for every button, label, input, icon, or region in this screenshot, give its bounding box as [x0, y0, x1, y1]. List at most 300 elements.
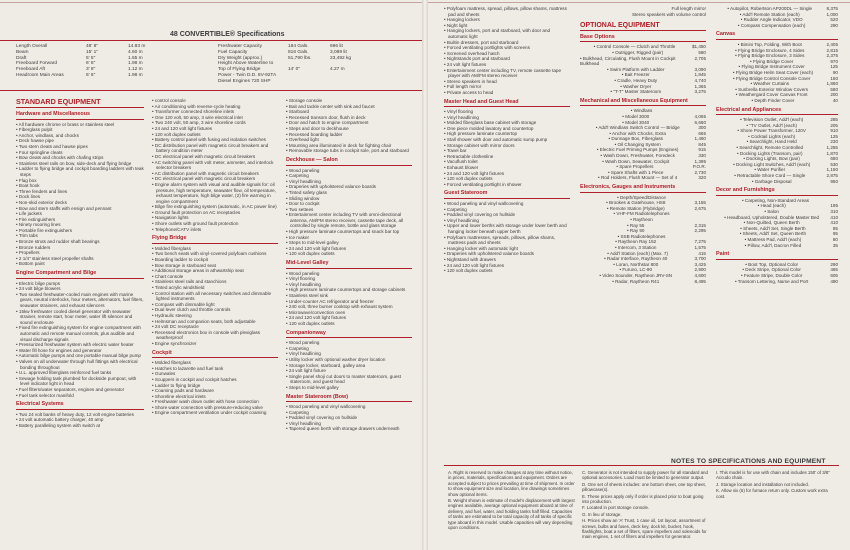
list-item: • Door and hatch to engine compartment: [286, 120, 412, 126]
note-i: I. This model is for use with chain and includes 150' of 3/8" Accudo chain.: [716, 470, 830, 481]
price-item-price: 1,255: [826, 145, 838, 151]
spec-value: [330, 73, 370, 85]
price-item-price: 320: [698, 175, 706, 181]
price-item-price: 1,365: [694, 83, 706, 89]
master-head-list: [444, 109, 570, 187]
decor-list: [716, 198, 838, 248]
list-item: • Two bench seats with vinyl-covered polyfoam cushions: [152, 251, 278, 257]
price-item-name: • Weathergard Cover Canvas Front: [736, 92, 808, 98]
price-item-price: 80: [832, 236, 838, 242]
price-item-name: • Model 3000: [622, 114, 649, 120]
price-item-price: 1,150: [826, 167, 838, 173]
midlevel-list: [286, 271, 412, 327]
spec-value: 3' 8": [86, 67, 96, 73]
price-item-price: 3,275: [694, 89, 706, 95]
list-item: • Flag box: [16, 178, 144, 184]
list-item: • 120 volt duplex outlets: [444, 176, 570, 182]
price-item-name: • Electric Fuel Priming Pumps (Engines): [597, 147, 679, 153]
top-rule: [0, 2, 422, 3]
canvas-heading: Canvas: [716, 32, 838, 40]
price-item-price: 7,275: [694, 239, 706, 245]
specs-rule-bottom: [0, 90, 422, 91]
price-item-name: • Docking Light Switches, Add'l (each): [733, 162, 810, 168]
flying-bridge-heading: Flying Bridge: [152, 236, 278, 244]
list-item: • Builtin dressers, port and starboard: [444, 40, 570, 46]
price-item-name: • Video Sounder, Raytheon JRV-SN: [599, 273, 672, 279]
engine-list: [16, 281, 144, 398]
list-item: • Nightstand with drawers: [444, 257, 570, 263]
price-item-price: 970: [830, 58, 838, 64]
list-item: • Tapered queen berth with storage drawers underneath: [286, 426, 412, 432]
price-item-name: • Bimini Top, Folding, With Boot: [738, 42, 802, 48]
list-item: • Private access to head: [444, 90, 570, 96]
price-item-price: 1,845: [694, 72, 706, 78]
list-item: • Two 240 volt, 50 amp, 3 wire shoreline cords: [152, 120, 278, 126]
price-item: [716, 23, 838, 29]
master-bow-list: [286, 404, 412, 432]
price-item-name: • Feature Stripe, Double Color: [741, 273, 802, 279]
notes-title: NOTES TO SPECIFICATIONS AND EQUIPMENT: [671, 458, 826, 465]
guest-stateroom-list-cont: [580, 6, 706, 17]
list-item: • Recessed electronics box in console with plexiglass weatherproof: [152, 330, 278, 341]
list-item: • Recessed transom door, flush in deck: [286, 115, 412, 121]
list-item: • Entertainment center including TV, remote cassette tape player with AM/FM stereo receiver: [444, 68, 570, 79]
spec-value: 1.12 m: [128, 67, 143, 73]
price-item-name: • Boot Top, Optional Color: [745, 262, 798, 268]
list-item: • 240 volt, three burner cooktop with exhaust system: [286, 304, 412, 310]
spec-value: [288, 73, 330, 85]
price-item-price: $1,450: [691, 44, 706, 50]
list-item: • Storage console: [286, 98, 412, 104]
list-item: • Night light: [444, 23, 570, 29]
price-item-price: 950: [830, 178, 838, 184]
spec-label: Length Overall: [16, 44, 48, 49]
list-item: • Ninety mooring lines: [16, 222, 144, 228]
price-item: [716, 98, 838, 104]
list-item: • Hydraulic steering: [152, 313, 278, 319]
specs-right-table: [218, 44, 370, 85]
price-item-price: 1,460: [694, 136, 706, 142]
optional-equipment-title: OPTIONAL EQUIPMENT: [580, 23, 706, 31]
list-item: • Towel bar: [444, 148, 570, 154]
standard-col-1: [16, 98, 144, 428]
price-item-name: • Model 3040: [622, 120, 649, 126]
master-head-heading: Master Head and Guest Head: [444, 100, 570, 108]
spec-value: 184 Gals.: [288, 44, 309, 49]
price-item-name: • Cocktail Lights (each): [748, 134, 795, 140]
price-item-name: • Raytheon: [630, 217, 653, 223]
list-item: • Utility locker with optional washer dryer location: [286, 357, 412, 363]
list-item: • Two settees: [286, 207, 412, 213]
standard-title: STANDARD EQUIPMENT: [16, 98, 144, 108]
list-item: • Removable storage tubs in cockpit sole, port and starboard: [286, 148, 412, 154]
list-item: • Sewage holding tank plumbed for dockside pumpout, with level indicator light in head: [16, 376, 144, 387]
flying-bridge-list: [152, 246, 278, 347]
price-item-price: 1,395: [694, 158, 706, 164]
mechanical-list: [580, 108, 706, 181]
spec-value: 3,089 lit: [330, 49, 347, 55]
price-item-name: • Ray 55: [627, 223, 644, 229]
price-item-price: 205: [830, 122, 838, 128]
paint-heading: Paint: [716, 252, 838, 260]
list-item: • High pressure laminate countertops and snack bar top: [286, 229, 412, 235]
price-item-price: 150: [830, 75, 838, 81]
spec-value: 4.60 m: [128, 49, 143, 55]
price-item-price: 530: [830, 161, 838, 167]
price-item-name: • Searchlight, Hand Held: [747, 139, 797, 145]
price-item-name: • Loran, Northstar 800: [613, 262, 658, 268]
list-item: • 24 and 120 volt light fixtures: [444, 263, 570, 269]
list-item: • Additional storage areas in athwartship seat: [152, 268, 278, 274]
price-item-name: • Deck Stripe, Optional Color: [742, 267, 801, 273]
list-item: • Compass with dimmable light: [152, 302, 278, 308]
list-item: • Forced ventilating portlights with screens: [444, 45, 570, 51]
price-item-name: • VHF-FM Radiotelephones: [614, 211, 670, 217]
price-item-name: • Radar, Raytheon R41: [612, 279, 659, 285]
list-item: • DC electrical panel with magnetic circuit breakers: [152, 176, 278, 182]
standard-col-3: [286, 98, 412, 432]
spec-value: 1.98 m: [128, 72, 143, 78]
spec-label: Freshwater Capacity: [218, 44, 262, 49]
price-item-price: 580: [698, 49, 706, 55]
list-item: • U.L. approved fiberglass reinforced fuel tanks: [16, 370, 144, 376]
price-item-price: 2,730: [694, 169, 706, 175]
list-item: • Wood paneling and vinyl wallcovering: [444, 201, 570, 207]
list-item: • Vinyl headlining: [286, 351, 412, 357]
list-item: • Storage locker, starboard, galley area: [286, 363, 412, 369]
price-item-price: 3,155: [694, 200, 706, 206]
price-item-price: 915: [698, 147, 706, 153]
list-item: • Propellers: [16, 250, 144, 256]
note-h: H. Prices show an 'A' Trust, 1 case oil, 1st layout, assortment of screws, bulbs and fuses, deck key, dock kit, bucket, hook, flashlights, boat a set of filters, spare impellers and solenoids for main engines, 1 set of filters and impellers for generator.: [582, 518, 707, 540]
list-item: • Single panel shoji cut doors to master stateroom, guest stateroom, and guest head: [286, 374, 412, 385]
price-item-name: • Compass Compensation (each): [738, 23, 806, 29]
note-k: K. Allow six (6) for furnace return only. Custom work extra cost.: [716, 488, 828, 499]
list-item: • Forced ventilating portlight in shower: [444, 182, 570, 188]
list-item: • Bait and tackle center with sink and faucet: [286, 104, 412, 110]
list-item: • Vinyl headlining: [444, 115, 570, 121]
price-item-name: • Flying Bridge Enclosure, 4 Sides: [735, 48, 804, 54]
list-item: • Molded fiberglass: [152, 246, 278, 252]
list-item: • Life jackets: [16, 211, 144, 217]
price-item-price: 6,660: [694, 119, 706, 125]
list-item: • 24 and 120 volt light fixtures: [444, 171, 570, 177]
price-item-name: • Depth Finder Cover: [751, 98, 794, 104]
note-c: C. Generator is not intended to supply power for all standard and optional accessories. Load must be limited to generator output.: [582, 470, 708, 481]
price-item-name: • Docking Lights (Transom, pair): [737, 151, 803, 157]
list-item: • Entertainment center including TV with omni-directional antenna, AM/FM stereo receiver, cassette tape deck, all controlled by single remote, bottle and glass storage: [286, 212, 412, 229]
list-item: • Retractable clothesline: [444, 154, 570, 160]
price-item-name: • Windlass: [631, 108, 653, 114]
list-item: • Screened overhead hatch: [444, 51, 570, 57]
list-item: • Non-skid exterior decks: [16, 200, 144, 206]
price-item-price: 4,065: [694, 113, 706, 119]
price-item-name: • Flying Bridge Enclosure, 3 Sides: [735, 53, 804, 59]
spec-value: 15' 1": [86, 49, 98, 55]
list-item: • Tinted acrylic windshield: [152, 285, 278, 291]
list-item: • control console: [152, 98, 278, 104]
right-col-3: [716, 6, 838, 284]
list-item: • Coaming pads and hardware: [152, 388, 278, 394]
price-item-price: 1,860: [826, 81, 838, 87]
price-item-name: • Autopilot, Robertson AP200DL — Single: [727, 6, 812, 12]
list-item: • Nightstands port and starboard: [444, 56, 570, 62]
list-item: • DC electrical panel with magnetic circuit breakers: [152, 154, 278, 160]
decor-heading: Decor and Furnishings: [716, 188, 838, 196]
guest-stateroom-heading: Guest Stateroom: [444, 191, 570, 199]
price-item-price: 85: [832, 225, 838, 231]
spec-label: Top of Flying Bridge: [218, 67, 261, 73]
master-bow-heading: Master Stateroom (Bow): [286, 395, 412, 403]
list-item: • Fuel filters/water separators, engines and generator: [16, 387, 144, 393]
price-item-price: 2,405: [826, 41, 838, 47]
list-item: • Engine alarm system with visual and audible signals for: oil pressure, high temperature, seawater flow, oil temperature, exhaust temperature, high bilge water, (2) fire warning in engine compartment: [152, 182, 278, 204]
price-item-name: • Head (each): [758, 203, 786, 209]
list-item: • One piece molded lavatory and countertop: [444, 126, 570, 132]
price-item-name: • Searchlight, Remote Controlled: [736, 145, 803, 151]
list-item: • Ground fault protection on AC receptacles: [152, 210, 278, 216]
price-item-name: • Headboard, Upholstered, Double Master Bed: [724, 215, 819, 221]
spec-value: 816 Gals.: [288, 49, 309, 55]
price-item-name: • Spare Propellers: [616, 164, 653, 170]
electronics-heading: Electronics, Gauges and Instruments: [580, 185, 706, 193]
list-item: • Control station with all necessary switches and dimmable lighted instruments: [152, 291, 278, 302]
electrical-appliances-list: [716, 117, 838, 184]
list-item: • Ice maker: [286, 235, 412, 241]
list-item: • 2 1/4" stainless steel propeller shafts: [16, 256, 144, 262]
list-item: • 120 volt duplex outlets: [444, 268, 570, 274]
price-item-price: 3,425: [694, 261, 706, 267]
base-options-list: [580, 44, 706, 94]
list-item: • Polyfoam mattress, spread, pillows, pillow shams, mattress pad and sheets: [444, 6, 570, 17]
list-item: • Engine compartment ventilation under cockpit coaming: [152, 410, 278, 416]
list-item: • Vinyl headlining: [286, 421, 412, 427]
price-item-name: • Rod Holders, Flush Mount — Set of 4: [598, 175, 677, 181]
list-item: • Helmsman and companion seats, both adjustable: [152, 319, 278, 325]
list-item: • Automatic bilge pumps and one portable manual bilge pump: [16, 353, 144, 359]
spec-row: [218, 73, 370, 85]
price-item-name: • Oil Changing System: [615, 142, 661, 148]
price-item-price: 4,740: [694, 77, 706, 83]
list-item: • 120 volt duplex outlets: [286, 321, 412, 327]
electronics-list: [580, 195, 706, 285]
list-item: • Fuel tank selector manifold: [16, 393, 144, 399]
notes-col-1: [448, 470, 576, 531]
list-item: • Fixed fire extinguishing system for engine compartment with automatic and remote manual controls, plus audible and visual discharge signals: [16, 325, 144, 342]
specs-rule-top: [0, 40, 422, 41]
list-item: • Overhead light: [286, 137, 412, 143]
list-item: • Storage cabinet with mirror doors: [444, 143, 570, 149]
electrical-list-cont: [152, 98, 278, 232]
spec-label: Power - Twin D.D. 8V-92TA Diesel Engines 720 SHP: [218, 72, 276, 84]
price-item-price: 2,900: [694, 267, 706, 273]
price-item-price: 330: [698, 153, 706, 159]
cockpit-heading: Cockpit: [152, 351, 278, 359]
spec-value: 4.27 m: [330, 67, 345, 73]
price-item-price: 8,495: [694, 278, 706, 284]
price-item-price: 910: [830, 128, 838, 134]
list-item: • Draperies with upholstered valance boards: [286, 184, 412, 190]
notes-col-2: [582, 470, 710, 541]
list-item: • Battery paralleling system with switch at: [16, 423, 144, 429]
list-item: • AC switching panel with volt meter, ammeter, and interlock selector breakers: [152, 160, 278, 171]
spec-label: Dry Weight (approx.): [218, 55, 263, 61]
right-col-2: [580, 6, 706, 284]
price-item-price: 3,700: [694, 256, 706, 262]
list-item: • Trim tabs: [16, 233, 144, 239]
spec-value: 51,790 lbs.: [288, 55, 312, 61]
price-item-price: 2,295: [694, 228, 706, 234]
price-item-price: 580: [830, 86, 838, 92]
list-item: • 120 volt duplex outlets: [286, 251, 412, 257]
list-item: • Carpeting: [286, 346, 412, 352]
spec-value: 23,492 kg: [330, 55, 352, 61]
spec-label: Freeboard Forward: [16, 61, 58, 67]
price-item: [580, 89, 706, 95]
price-item-name: • Docking Lights, Bow (pair): [743, 156, 800, 162]
price-item-price: 490: [830, 278, 838, 284]
list-item: • Sliding window: [286, 196, 412, 202]
price-item-name: • Dunnage Box, Fiberglass: [609, 136, 663, 142]
list-item: • Upper and lower berths with storage under lower berth and hanging locker beneath upper berth: [444, 223, 570, 234]
spec-label: Height Above Waterline to: [218, 61, 274, 67]
list-item: • Vinyl headlining: [286, 179, 412, 185]
list-item: • Dual lever clutch and throttle controls: [152, 307, 278, 313]
list-item: • Steps to mid-level galley: [286, 385, 412, 391]
spec-value: 5' 5": [86, 55, 96, 61]
list-item: • 24 and 120 volt light fixtures: [286, 315, 412, 321]
list-item: • Starboard: [286, 109, 412, 115]
list-item: • DC distribution panel with magnetic circuit breakers and battery condition meter: [152, 143, 278, 154]
list-item: • Engine synchronizer: [152, 341, 278, 347]
list-item: • Hatches to lazarette and fuel tank: [152, 366, 278, 372]
canvas-list: [716, 42, 838, 104]
list-item: • Navigation lights: [152, 215, 278, 221]
price-item-name: • Sunbrella Exterior Window Covers: [735, 87, 808, 93]
list-item: • Wood paneling and vinyl wallcovering: [286, 404, 412, 410]
note-d: D. One set of sheets includes: one bottom sheet, one top sheet, pillowcase(s).: [582, 481, 706, 493]
price-item-price: 125: [830, 133, 838, 139]
price-item-name: • Bulkhead, Circulating, Flush Mount in Cockpit Bulkhead: [580, 56, 692, 67]
price-item-name: • Intercom, 3 Station: [615, 245, 656, 251]
price-item-name: • Sheets, Add'l Set, Queen Berth: [740, 231, 806, 237]
list-item: • Full length mirror: [444, 84, 570, 90]
list-item: • 15kw freshwater cooled diesel generator with seawater strainer, remote start, hour meter, water lift silencer and sound enclosure: [16, 309, 144, 326]
list-item: • Stainless steel rails and stanchions: [152, 279, 278, 285]
spec-value: 14.83 m: [128, 44, 146, 49]
price-item-price: 4,600: [694, 272, 706, 278]
list-item: • 24 and 120 volt light fixtures: [286, 246, 412, 252]
hardware-list: [16, 122, 144, 267]
companionway-list: [286, 340, 412, 390]
price-item-name: • Flying Bridge Instrument Cover: [739, 64, 805, 70]
mechanical-heading: Mechanical and Miscellaneous Equipment: [580, 99, 706, 107]
price-item: [580, 175, 706, 181]
list-item: • Four springline cleats: [16, 150, 144, 156]
note-j: J. Storage location and installation not included.: [716, 481, 809, 487]
price-item-name: • Flying Bridge Cover: [750, 59, 793, 65]
price-item-price: 290: [830, 22, 838, 28]
list-item: • Steps to mid-level galley: [286, 240, 412, 246]
master-stateroom-list-cont: [444, 6, 570, 96]
list-item: • Water fill hose for engines and generator: [16, 348, 144, 354]
paint-list: [716, 262, 838, 284]
note-f: F. Located in port storage console.: [582, 505, 650, 511]
autopilot-list: [716, 6, 838, 28]
list-item: • One 120 volt, 50 amp, 3 wire electrical inlet: [152, 115, 278, 121]
list-item: • Bottom paint: [16, 261, 144, 267]
list-item: • Steps and door to deckhouse: [286, 126, 412, 132]
price-item-name: • Flying Bridge Helm Seat Cover (each): [733, 70, 813, 76]
list-item: • Wood paneling: [286, 271, 412, 277]
price-item: [716, 179, 838, 185]
list-item: Stereo speakers with volume control: [631, 11, 706, 17]
price-item-name: • Furuno, LC-90: [619, 267, 652, 273]
spec-value: 6' 6": [86, 61, 96, 67]
electrical-list: [16, 412, 144, 429]
price-item-price: 410: [830, 220, 838, 226]
price-item-price: 310: [830, 209, 838, 214]
base-options-heading: Base Options: [580, 35, 706, 43]
list-item: • Bow cleats and chocks with chafing strips: [16, 155, 144, 161]
note-g: G. In lieu of storage.: [582, 511, 622, 517]
list-item: • Deck hawse pipe: [16, 138, 144, 144]
list-item: • High pressure laminate countertops and storage cabinets: [286, 287, 412, 293]
price-item-price: 2,675: [694, 205, 706, 211]
spec-label: Beam: [16, 49, 29, 55]
list-item: Full length mirror: [671, 6, 706, 11]
price-item-price: 1,575: [694, 244, 706, 250]
list-item: • Draperies with upholstered valance boards: [444, 251, 570, 257]
note-e: E. These prices apply only if order is placed prior to boat going into production.: [582, 493, 704, 505]
price-item-price: 3,090: [694, 66, 706, 72]
price-item-price: 665: [698, 130, 706, 136]
list-item: • Freshwater wash down outlet with hose connection: [152, 399, 278, 405]
list-item: • Three fenders and lines: [16, 189, 144, 195]
midlevel-heading: Mid-Level Galley: [286, 261, 412, 269]
list-item: • Stainless steel rails on bow, side-deck and flying bridge: [16, 161, 144, 167]
list-item: • Boarding ladder to cockpit: [152, 257, 278, 263]
list-item: • Vinyl headlining: [444, 218, 570, 224]
price-item-price: 195: [830, 203, 838, 209]
list-item: • Hanging locker with automatic light: [444, 246, 570, 252]
list-item: • Padded vinyl covering on hullside: [286, 415, 412, 421]
list-item: • Scuppers in cockpit and cockpit hatches: [152, 377, 278, 383]
list-item: • Vinyl flooring: [444, 109, 570, 115]
list-item: • Anchor, windlass, and chocks: [16, 133, 144, 139]
price-item-name: • SSB Radiotelephones: [618, 234, 666, 240]
list-item: • Boat hook: [16, 183, 144, 189]
price-item-name: • Sheets, Add'l Set, Single Berth: [740, 226, 805, 232]
price-item-name: • Water Purifier: [754, 167, 785, 173]
list-item: • Valves on all underwater through hull fittings with electrical bonding throughout: [16, 359, 144, 370]
price-item-name: • Control Console — Clutch and Throttle: [594, 44, 676, 50]
price-item-name: • "TV Outlet, Add'l (each): [746, 123, 797, 129]
price-item-name: • Spare Shafts with 1 Piece: [608, 170, 664, 176]
list-item: • Telephone/CATV inlets: [152, 227, 278, 233]
list-item: • Battery control panel with fusing and isolation switches: [152, 137, 278, 143]
price-item-price: 8,375: [826, 6, 838, 11]
price-item-name: • Raytheon Ray 152: [615, 239, 656, 245]
price-item-price: 520: [830, 17, 838, 23]
price-item-price: 1,000: [826, 11, 838, 17]
list-item: • Stereo speakers in head: [444, 79, 570, 85]
price-item-name: • Add'l Station (each) (Max. 7): [607, 251, 668, 257]
list-item: • Vinyl flooring: [286, 276, 412, 282]
list-item: • Portable fire extinguishers: [16, 228, 144, 234]
spec-row: [16, 73, 168, 79]
price-item-price: 2,315: [694, 222, 706, 228]
